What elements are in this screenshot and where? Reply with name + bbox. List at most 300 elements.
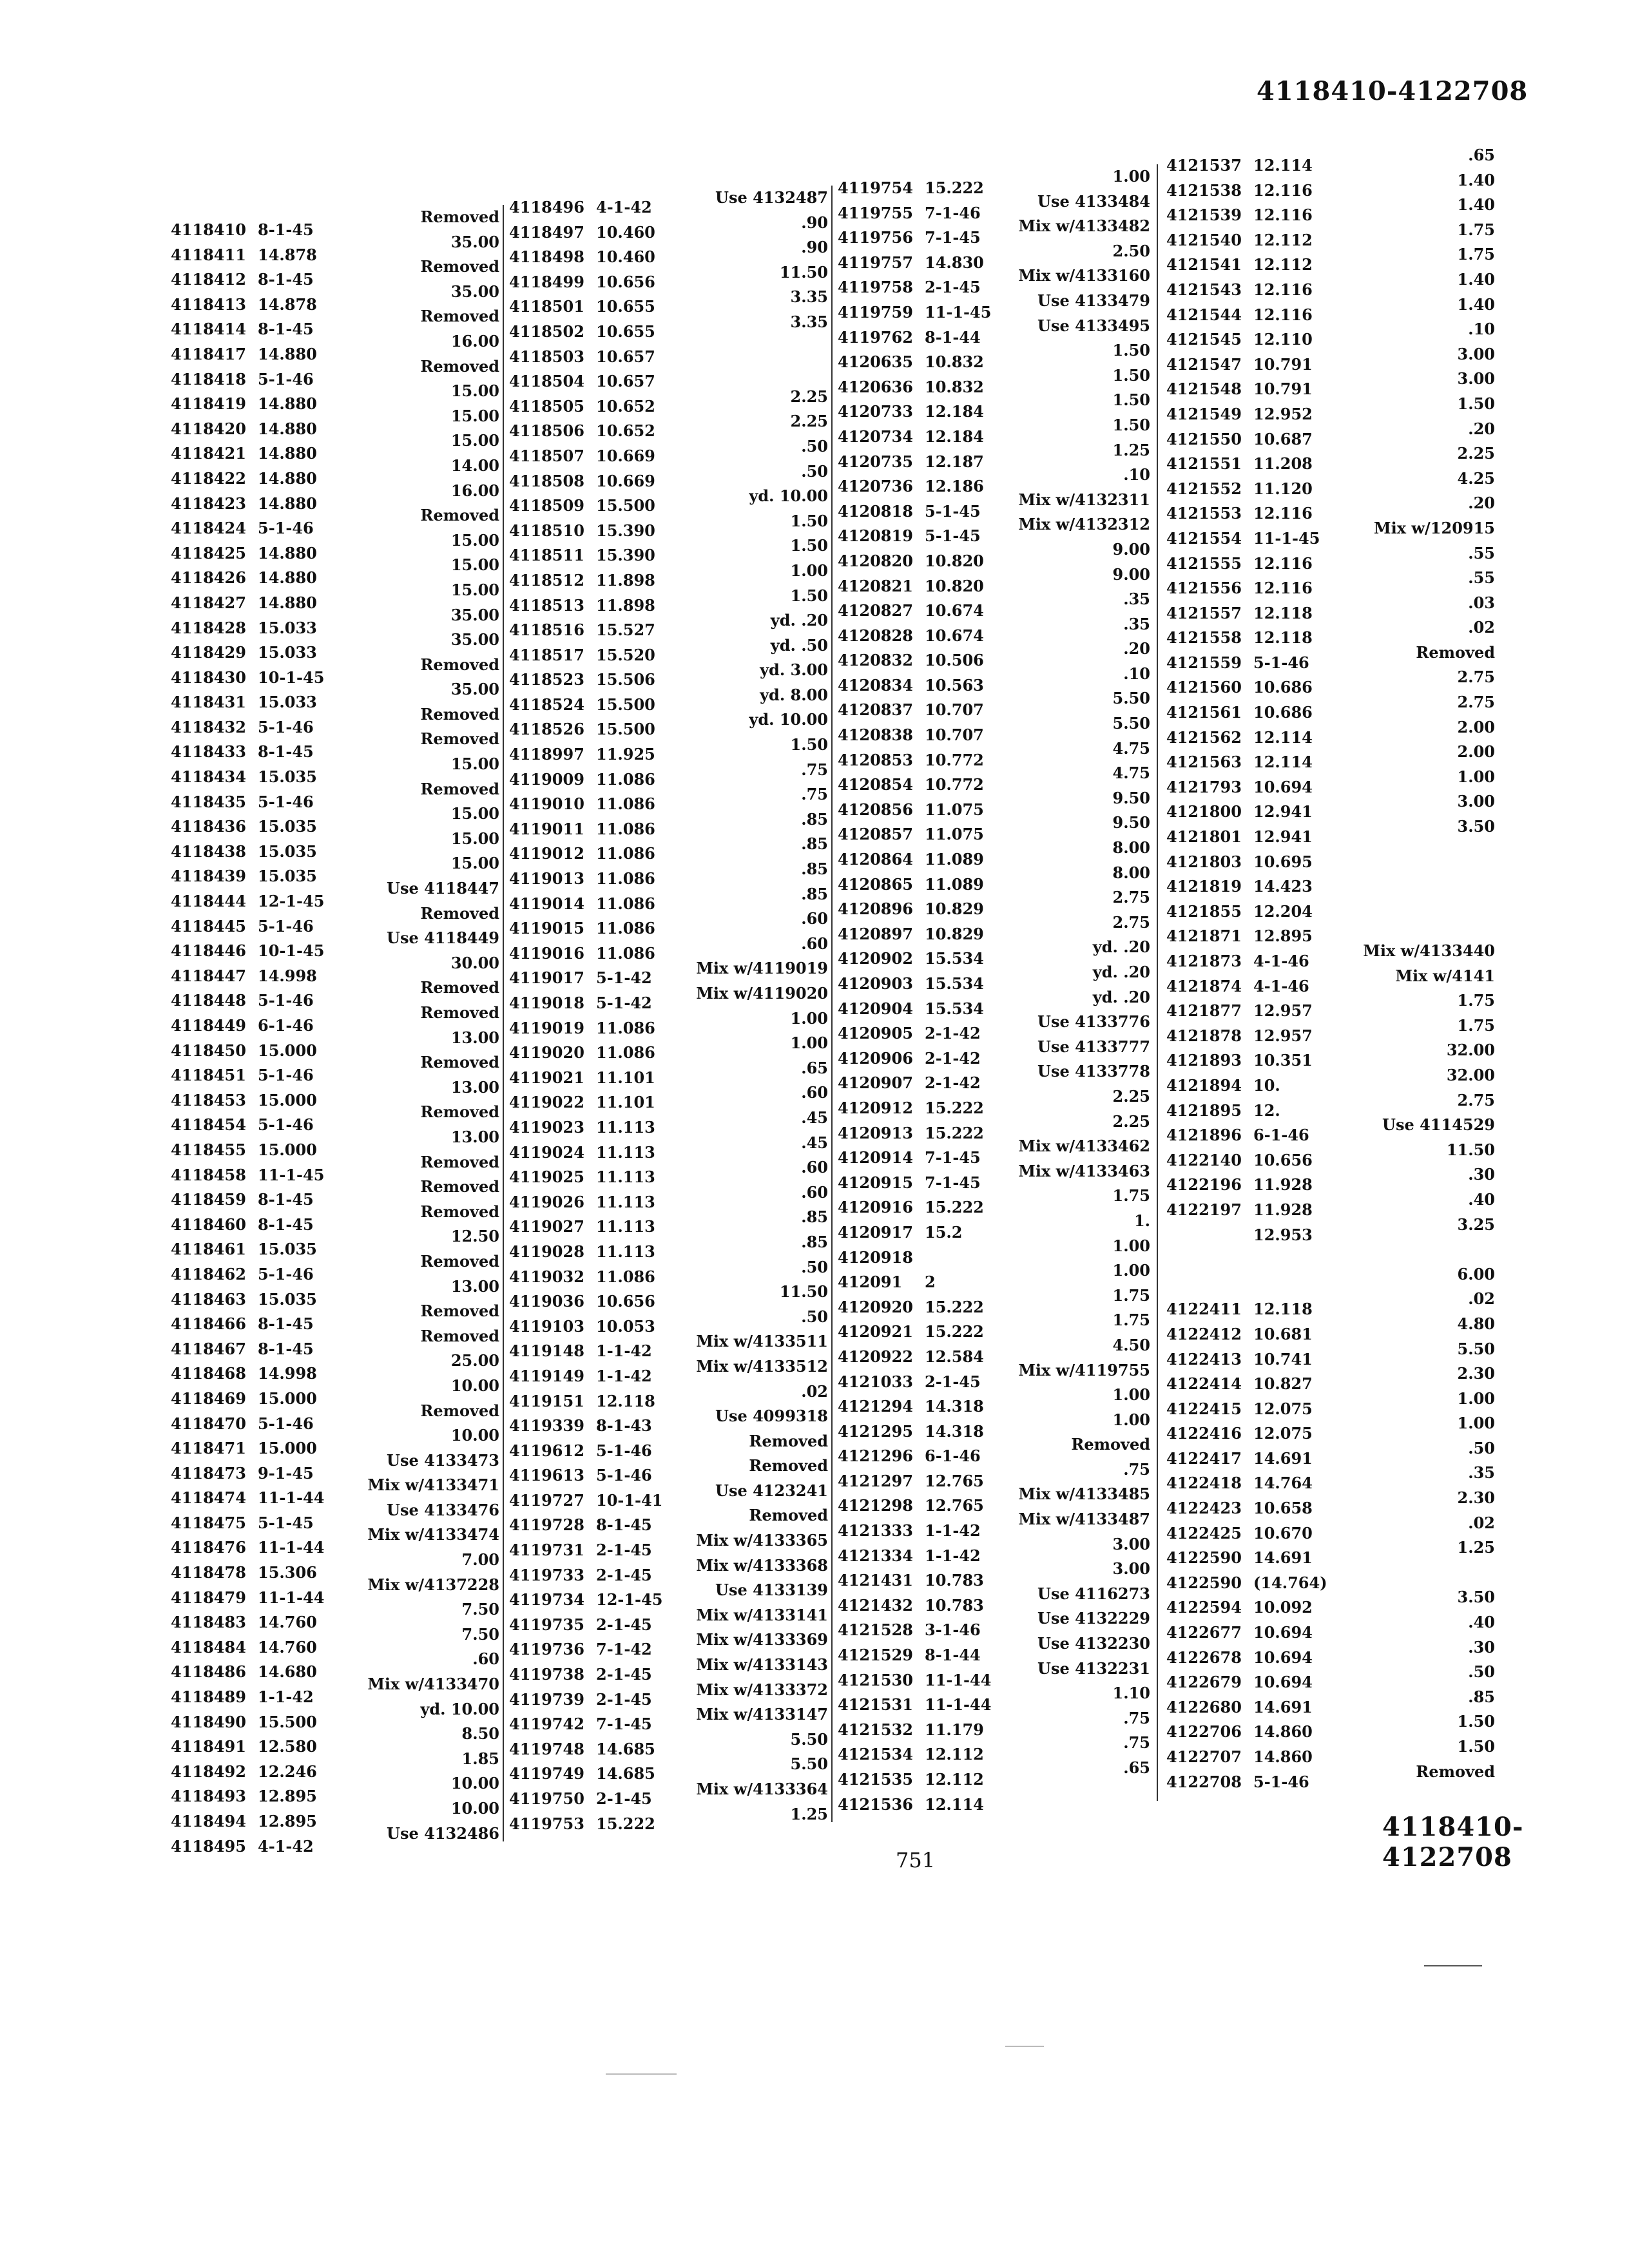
item-value: 10.657 xyxy=(596,372,655,391)
item-value: 11-1-44 xyxy=(258,1588,325,1607)
note-row xyxy=(1008,1184,1150,1209)
note-row xyxy=(361,1399,499,1424)
item-value: 6-1-46 xyxy=(925,1446,981,1466)
note-row xyxy=(1008,1333,1150,1358)
item-number: 4121550 xyxy=(1166,429,1242,448)
entry-row xyxy=(509,1289,662,1314)
note-row xyxy=(689,683,828,708)
item-value: 11.086 xyxy=(596,819,655,838)
entry-row xyxy=(838,972,991,997)
entry-row xyxy=(171,218,324,243)
item-number: 4121544 xyxy=(1166,305,1242,324)
note-row xyxy=(1008,1209,1150,1234)
entry-row xyxy=(838,1668,991,1693)
item-value: 10-1-45 xyxy=(258,668,325,687)
item-value: 11.075 xyxy=(925,825,984,844)
entry-row xyxy=(171,1063,324,1088)
item-number: 4121528 xyxy=(838,1620,913,1640)
note-text: 1.10 xyxy=(1112,1684,1150,1703)
note-row xyxy=(361,1026,499,1051)
note-row xyxy=(361,802,499,827)
item-number: 4122415 xyxy=(1166,1399,1242,1418)
note-row xyxy=(1353,1387,1495,1412)
entry-row xyxy=(838,499,991,524)
note-row xyxy=(1008,1010,1150,1035)
note-row xyxy=(1008,1532,1150,1557)
item-number: 4118459 xyxy=(171,1190,246,1209)
note-text: .60 xyxy=(472,1649,499,1669)
item-value: 15.035 xyxy=(258,767,317,787)
entry-row xyxy=(509,1488,662,1514)
item-value: 15.390 xyxy=(596,546,655,565)
item-number: 4118523 xyxy=(509,670,584,689)
notes-column-3 xyxy=(1008,164,1150,1781)
entry-row xyxy=(838,201,991,226)
entry-row xyxy=(838,1618,991,1643)
note-text: .75 xyxy=(1123,1733,1150,1753)
note-text: 1.00 xyxy=(1457,1414,1495,1433)
note-row xyxy=(1353,690,1495,715)
item-number: 4121543 xyxy=(1166,280,1242,299)
note-text: 15.00 xyxy=(450,754,499,774)
item-value: 7-1-45 xyxy=(925,1148,981,1168)
note-row xyxy=(361,479,499,504)
item-number: 4119028 xyxy=(509,1242,584,1261)
note-row xyxy=(1008,1358,1150,1383)
note-row xyxy=(361,1125,499,1150)
item-number: 4122708 xyxy=(1166,1772,1242,1791)
entry-row xyxy=(171,1760,324,1785)
item-value: 12.110 xyxy=(1253,330,1313,349)
item-number: 4119009 xyxy=(509,769,584,789)
item-number: 4119731 xyxy=(509,1541,584,1560)
note-text: .60 xyxy=(801,909,828,928)
item-value: 14.880 xyxy=(258,468,317,488)
note-text: Removed xyxy=(420,1251,499,1271)
entry-row xyxy=(171,293,324,318)
entry-row xyxy=(509,1737,662,1762)
note-text: Mix w/4119019 xyxy=(696,959,828,978)
note-text: 1.50 xyxy=(790,511,828,530)
item-number: 4120903 xyxy=(838,974,913,993)
item-number: 4120902 xyxy=(838,949,913,968)
note-text: Removed xyxy=(420,779,499,798)
note-row xyxy=(1008,1657,1150,1682)
note-text: .90 xyxy=(801,238,828,257)
note-row xyxy=(689,981,828,1006)
item-number: 4122706 xyxy=(1166,1722,1242,1742)
entry-row xyxy=(509,1463,662,1488)
note-row xyxy=(689,658,828,683)
item-value: 12.186 xyxy=(925,477,984,496)
item-value: 1-1-42 xyxy=(925,1546,981,1565)
item-number: 4118417 xyxy=(171,344,246,363)
entry-row xyxy=(509,1215,662,1240)
entry-row xyxy=(171,1586,324,1611)
item-value: 15.500 xyxy=(258,1712,317,1731)
note-row xyxy=(1008,264,1150,289)
item-value: 2-1-45 xyxy=(596,1689,652,1709)
entry-row xyxy=(509,444,662,469)
note-row xyxy=(689,1454,828,1479)
item-number: 4121545 xyxy=(1166,330,1242,349)
item-number: 4118450 xyxy=(171,1041,246,1060)
item-number: 4121561 xyxy=(1166,703,1242,722)
item-number: 4118428 xyxy=(171,618,246,637)
item-value: 11-1-45 xyxy=(1253,528,1320,548)
item-number: 4118513 xyxy=(509,595,584,615)
note-row xyxy=(361,752,499,777)
entry-row xyxy=(838,1096,991,1121)
note-text: 1.50 xyxy=(1457,1737,1495,1756)
item-value: 5-1-42 xyxy=(596,994,652,1012)
note-row xyxy=(1353,267,1495,293)
item-number: 4118502 xyxy=(509,322,584,341)
note-text: Removed xyxy=(420,1302,499,1321)
entry-row xyxy=(509,966,662,991)
note-text: 10.00 xyxy=(450,1376,499,1395)
item-value: 12.116 xyxy=(1253,206,1313,225)
note-row xyxy=(689,310,828,335)
note-text: yd. .20 xyxy=(770,611,828,630)
entry-row xyxy=(1166,228,1327,253)
entry-row xyxy=(171,1138,324,1163)
note-row xyxy=(1353,1610,1495,1635)
item-value: 11.113 xyxy=(596,1242,655,1261)
item-number: 4119754 xyxy=(838,178,913,197)
entry-row xyxy=(1166,253,1327,278)
item-value: 10.829 xyxy=(925,924,984,943)
entry-row xyxy=(171,1635,324,1660)
item-value: 12.114 xyxy=(1253,753,1313,772)
item-number: 4122414 xyxy=(1166,1374,1242,1394)
item-value: 5-1-42 xyxy=(596,968,652,988)
note-row xyxy=(689,434,828,459)
entry-row xyxy=(509,1538,662,1563)
item-value: 10. xyxy=(1253,1075,1280,1095)
entry-row xyxy=(171,1809,324,1834)
item-value: 12.765 xyxy=(925,1471,984,1490)
note-row xyxy=(361,379,499,404)
item-value: 12.114 xyxy=(925,1794,984,1814)
entry-row xyxy=(171,1287,324,1312)
entry-row xyxy=(171,889,324,914)
entry-row xyxy=(1166,1073,1327,1099)
item-value: 14.878 xyxy=(258,245,317,264)
item-number: 4118504 xyxy=(509,372,584,391)
note-row xyxy=(1008,1482,1150,1507)
note-text: 1.00 xyxy=(1112,1236,1150,1255)
note-row xyxy=(361,851,499,876)
entry-row xyxy=(509,1364,662,1389)
note-text: 4.75 xyxy=(1112,764,1150,783)
note-row xyxy=(689,882,828,907)
note-text: .35 xyxy=(1123,614,1150,633)
entry-row xyxy=(509,1662,662,1687)
item-number: 4121548 xyxy=(1166,380,1242,399)
entry-row xyxy=(1166,1695,1327,1720)
entry-row xyxy=(838,399,991,425)
note-row xyxy=(1353,1411,1495,1436)
item-number: 4121555 xyxy=(1166,553,1242,573)
item-number: 4119613 xyxy=(509,1466,584,1485)
note-text: .75 xyxy=(1123,1708,1150,1727)
note-row xyxy=(689,509,828,534)
note-text: yd. 8.00 xyxy=(760,685,828,704)
item-value: 12-1-45 xyxy=(596,1590,663,1610)
item-number: 4120906 xyxy=(838,1048,913,1068)
item-value: 11.113 xyxy=(596,1217,655,1236)
item-value: 10.686 xyxy=(1253,678,1313,697)
item-value: 11.086 xyxy=(596,869,655,889)
entry-row xyxy=(1166,999,1327,1024)
notes-column-1 xyxy=(361,205,499,1846)
entry-row xyxy=(171,1237,324,1262)
item-value: 2-1-45 xyxy=(596,1789,652,1808)
item-number: 4120635 xyxy=(838,352,913,372)
note-text: Mix w/4132312 xyxy=(1018,515,1150,534)
item-value: 11-1-44 xyxy=(258,1488,325,1508)
item-number: 4120854 xyxy=(838,775,913,794)
entry-row xyxy=(1166,924,1327,949)
item-value: 11.179 xyxy=(925,1720,984,1739)
entry-row xyxy=(1166,1347,1327,1372)
note-text: .30 xyxy=(1468,1165,1495,1184)
item-number: 4119021 xyxy=(509,1068,584,1087)
entry-row xyxy=(838,748,991,773)
entry-row xyxy=(171,367,324,392)
item-value: 11.928 xyxy=(1253,1175,1313,1195)
entry-row xyxy=(509,494,662,519)
item-value: 12.957 xyxy=(1253,1026,1313,1045)
item-value: 11.086 xyxy=(596,1043,655,1062)
entry-row xyxy=(1166,1099,1327,1124)
note-text: 1.75 xyxy=(1112,1311,1150,1330)
note-row xyxy=(1353,1162,1495,1187)
item-value: 10.563 xyxy=(925,675,984,695)
note-text: 1.50 xyxy=(790,536,828,555)
item-value: 11.113 xyxy=(596,1192,655,1211)
item-value: 5-1-46 xyxy=(258,1115,314,1135)
note-row xyxy=(1353,988,1495,1014)
note-row xyxy=(689,1752,828,1777)
note-text: 5.50 xyxy=(1112,714,1150,733)
item-value: 12-1-45 xyxy=(258,892,325,911)
note-row xyxy=(361,1224,499,1249)
item-value: 12.895 xyxy=(1253,927,1313,946)
note-text: 1.00 xyxy=(790,1033,828,1053)
column-rule xyxy=(503,205,504,1841)
item-value: 8-1-45 xyxy=(258,320,314,339)
item-value: 5-1-46 xyxy=(258,369,314,389)
item-value: 15.222 xyxy=(925,1297,984,1316)
item-number: 4118455 xyxy=(171,1140,246,1159)
item-value: 10.694 xyxy=(1253,1648,1313,1667)
note-row xyxy=(361,1722,499,1747)
item-value: 12.116 xyxy=(1253,280,1313,299)
note-text: 15.00 xyxy=(450,804,499,823)
item-number: 4121878 xyxy=(1166,1026,1242,1045)
note-text: 2.75 xyxy=(1457,1090,1495,1110)
item-value: 12.114 xyxy=(1253,156,1313,175)
entry-row xyxy=(171,939,324,964)
note-text: .02 xyxy=(801,1381,828,1401)
notes-column-4 xyxy=(1353,143,1495,1784)
note-row xyxy=(1353,740,1495,765)
item-number: 4118423 xyxy=(171,494,246,513)
note-row xyxy=(361,1075,499,1100)
item-value: 14.685 xyxy=(596,1739,655,1758)
note-row xyxy=(1008,289,1150,314)
note-row xyxy=(689,1479,828,1504)
entry-row xyxy=(1166,1571,1327,1596)
note-row xyxy=(1008,438,1150,463)
item-number: 4118463 xyxy=(171,1289,246,1309)
entry-row xyxy=(1166,974,1327,999)
note-row xyxy=(361,1697,499,1722)
item-value: 12.118 xyxy=(1253,603,1313,622)
note-row xyxy=(1353,914,1495,939)
item-number: 4120821 xyxy=(838,576,913,595)
item-number: 4120733 xyxy=(838,402,913,421)
note-text: 3.00 xyxy=(1457,344,1495,363)
note-row xyxy=(1008,1159,1150,1184)
note-row xyxy=(361,1374,499,1399)
item-number: 4121894 xyxy=(1166,1075,1242,1095)
note-text: 14.00 xyxy=(450,456,499,475)
item-number: 4120921 xyxy=(838,1322,913,1341)
note-text: Mix w/4133471 xyxy=(367,1475,499,1495)
item-value: 15.035 xyxy=(258,1240,317,1259)
item-number: 4121896 xyxy=(1166,1126,1242,1145)
item-value: 15.222 xyxy=(596,1814,655,1833)
entry-row xyxy=(171,814,324,840)
item-number: 4119019 xyxy=(509,1018,584,1037)
note-text: 4.80 xyxy=(1457,1314,1495,1333)
item-number: 4121297 xyxy=(838,1471,913,1490)
note-text: yd. 3.00 xyxy=(760,660,828,680)
item-number: 4118436 xyxy=(171,817,246,836)
item-number: 4118418 xyxy=(171,369,246,389)
note-row xyxy=(689,1081,828,1106)
item-number: 4118492 xyxy=(171,1762,246,1781)
item-value: 11.113 xyxy=(596,1142,655,1162)
item-value: 14.880 xyxy=(258,444,317,463)
item-value: 10.783 xyxy=(925,1595,984,1615)
item-value: 15.222 xyxy=(925,1123,984,1142)
entry-row xyxy=(838,1121,991,1146)
note-row xyxy=(361,1150,499,1175)
entry-row xyxy=(509,1637,662,1662)
item-value: 10.656 xyxy=(596,272,655,291)
item-value: 12.953 xyxy=(1253,1225,1313,1244)
note-text: Removed xyxy=(420,1202,499,1221)
entry-row xyxy=(509,568,662,593)
entry-row xyxy=(509,1414,662,1439)
entry-row xyxy=(838,922,991,947)
item-value: 12.184 xyxy=(925,427,984,446)
item-value: (14.764) xyxy=(1253,1573,1327,1592)
note-row xyxy=(689,1329,828,1354)
note-row xyxy=(689,1528,828,1553)
note-row xyxy=(1353,615,1495,640)
entry-row xyxy=(838,474,991,499)
item-number: 4121873 xyxy=(1166,952,1242,970)
note-text: .55 xyxy=(1468,568,1495,588)
entry-row xyxy=(838,176,991,201)
entry-row xyxy=(509,1588,662,1613)
page-number: 751 xyxy=(896,1848,936,1872)
entry-row xyxy=(1166,427,1327,452)
item-value: 15.000 xyxy=(258,1041,317,1060)
note-row xyxy=(689,484,828,509)
column-2 xyxy=(509,195,662,1836)
entry-row xyxy=(171,1461,324,1486)
entry-row xyxy=(838,1195,991,1220)
note-text: 3.00 xyxy=(1457,369,1495,389)
note-text: Removed xyxy=(1071,1435,1150,1454)
note-row xyxy=(1008,960,1150,985)
item-number: 4118516 xyxy=(509,620,584,640)
note-row xyxy=(689,1603,828,1628)
note-row xyxy=(361,901,499,927)
note-text: Mix w/4133365 xyxy=(696,1531,828,1550)
entry-row xyxy=(171,1511,324,1536)
entry-row xyxy=(838,350,991,375)
entry-row xyxy=(1166,626,1327,651)
note-row xyxy=(1008,512,1150,537)
entry-row xyxy=(171,864,324,889)
item-number: 4121559 xyxy=(1166,653,1242,672)
item-value: 10.820 xyxy=(925,551,984,570)
item-value: 12.075 xyxy=(1253,1399,1313,1418)
item-value: 1-1-42 xyxy=(596,1366,652,1385)
item-number: 4119750 xyxy=(509,1789,584,1808)
item-value: 12. xyxy=(1253,1100,1280,1120)
item-number: 4119018 xyxy=(509,994,584,1012)
item-number: 4120819 xyxy=(838,526,913,546)
item-value: 2-1-45 xyxy=(925,278,981,297)
note-row xyxy=(1353,193,1495,218)
entry-row xyxy=(838,1693,991,1718)
item-value: 12.246 xyxy=(258,1762,317,1781)
item-number: 4121296 xyxy=(838,1446,913,1466)
entry-row xyxy=(1166,1496,1327,1521)
entry-row xyxy=(1166,800,1327,825)
entry-row xyxy=(509,1439,662,1464)
note-text: Use 4132230 xyxy=(1037,1634,1150,1653)
note-text: 2.25 xyxy=(790,412,828,431)
item-number: 4120828 xyxy=(838,626,913,645)
item-number: 4121895 xyxy=(1166,1100,1242,1120)
item-number: 4118466 xyxy=(171,1314,246,1334)
entry-row xyxy=(171,441,324,466)
note-text: yd. 10.00 xyxy=(749,710,828,729)
item-number: 4118501 xyxy=(509,297,584,316)
item-value: 2-1-45 xyxy=(925,1372,981,1391)
item-value: 14.860 xyxy=(1253,1747,1313,1766)
item-number: 4119733 xyxy=(509,1565,584,1584)
item-number: 4121855 xyxy=(1166,901,1242,921)
note-text: Removed xyxy=(749,1431,828,1450)
note-row xyxy=(1008,1731,1150,1756)
note-text: Mix w/4133368 xyxy=(696,1555,828,1575)
item-value: 15.222 xyxy=(925,1098,984,1117)
item-value: 5-1-46 xyxy=(596,1466,652,1485)
item-value: 10.772 xyxy=(925,775,984,794)
item-number: 4120636 xyxy=(838,377,913,396)
item-number: 4119757 xyxy=(838,253,913,272)
